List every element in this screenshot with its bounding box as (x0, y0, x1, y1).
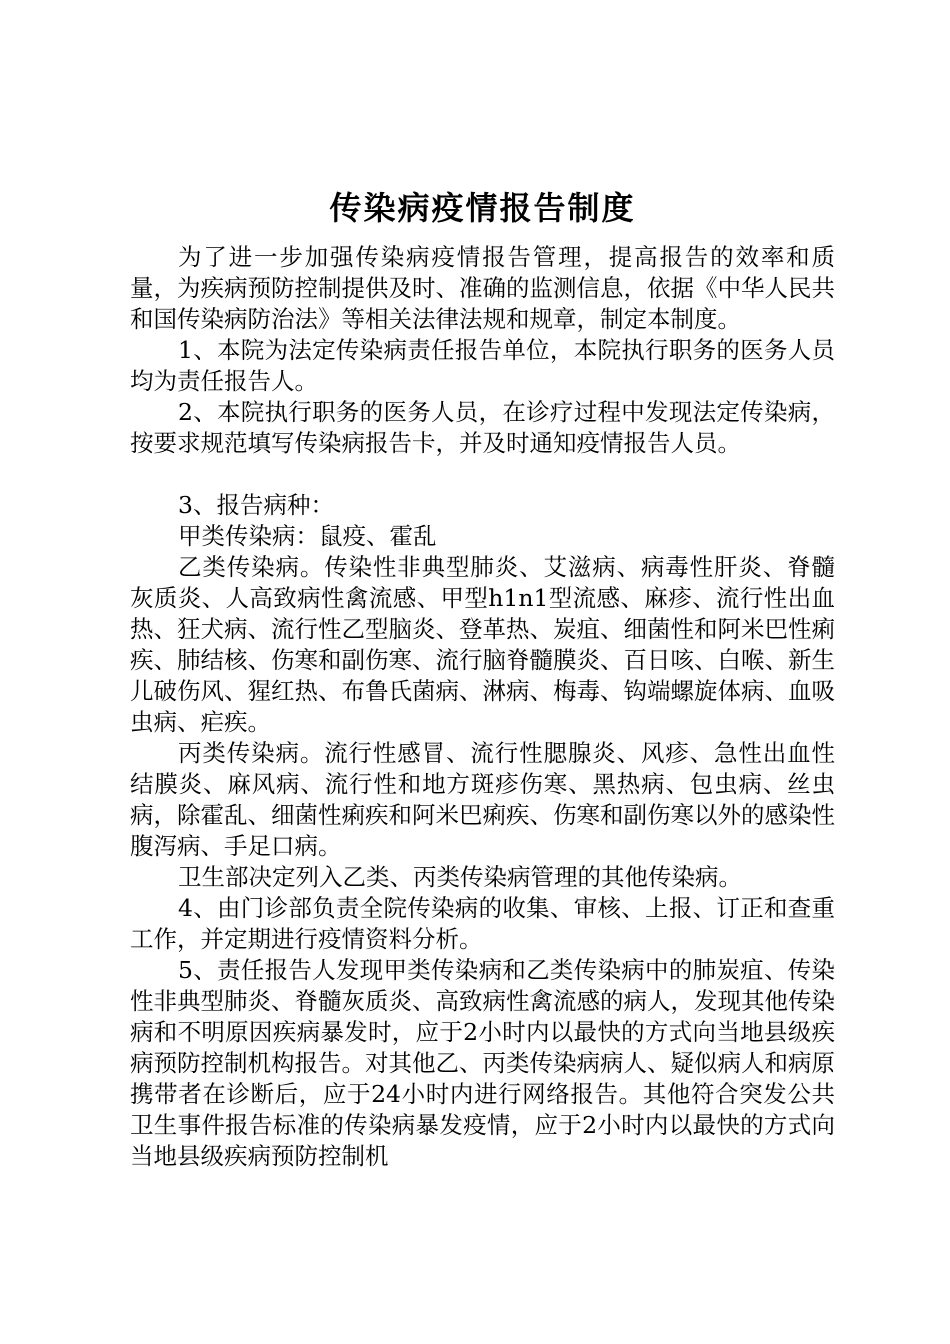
document-page (130, 186, 835, 1172)
paragraph-item-1: 1、本院为法定传染病责任报告单位，本院执行职务的医务人员均为责任报告人。 (130, 336, 835, 395)
paragraph-class-c-diseases: 丙类传染病。流行性感冒、流行性腮腺炎、风疹、急性出血性结膜炎、麻风病、流行性和地方斑疹伤寒、黑热病、包虫病、丝虫病，除霍乱、细菌性痢疾和阿米巴痢疾、伤寒和副伤寒以外的感染性腹泻病、手足口病。 (130, 739, 835, 860)
paragraph-other-diseases: 卫生部决定列入乙类、丙类传染病管理的其他传染病。 (178, 863, 742, 891)
paragraph-class-b-diseases: 乙类传染病。传染性非典型肺炎、艾滋病、病毒性肝炎、脊髓灰质炎、人高致病性禽流感、甲型h1n1型流感、麻疹、流行性出血热、狂犬病、流行性乙型脑炎、登革热、炭疽、细菌性和阿米巴性痢疾、肺结核、伤寒和副伤寒、流行脑脊髓膜炎、百日咳、白喉、新生儿破伤风、猩红热、布鲁氏菌病、淋病、梅毒、钩端螺旋体病、血吸虫病、疟疾。 (130, 553, 835, 736)
paragraph-item-5: 5、责任报告人发现甲类传染病和乙类传染病中的肺炭疽、传染性非典型肺炎、脊髓灰质炎、高致病性禽流感的病人，发现其他传染病和不明原因疾病暴发时，应于2小时内以最快的方式向当地县级疾病预防控制机构报告。对其他乙、丙类传染病病人、疑似病人和病原携带者在诊断后，应于24小时内进行网络报告。其他符合突发公共卫生事件报告标准的传染病暴发疫情，应于2小时内以最快的方式向当地县级疾病预防控制机 (130, 956, 835, 1170)
document-title: 传染病疫情报告制度 (329, 189, 636, 227)
paragraph-intro: 为了进一步加强传染病疫情报告管理，提高报告的效率和质量，为疾病预防控制提供及时、准确的监测信息，依据《中华人民共和国传染病防治法》等相关法律法规和规章，制定本制度。 (130, 243, 835, 333)
paragraph-item-2: 2、本院执行职务的医务人员，在诊疗过程中发现法定传染病，按要求规范填写传染病报告卡，并及时通知疫情报告人员。 (130, 398, 835, 457)
paragraph-item-4: 4、由门诊部负责全院传染病的收集、审核、上报、订正和查重工作，并定期进行疫情资料分析。 (130, 894, 835, 953)
paragraph-class-a-diseases: 甲类传染病：鼠疫、霍乱 (178, 522, 437, 550)
paragraph-item-3: 3、报告病种： (178, 491, 334, 519)
